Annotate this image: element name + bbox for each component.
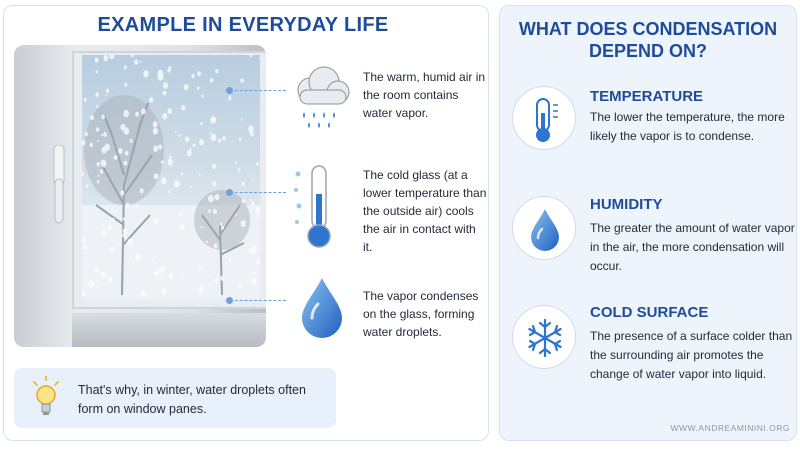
water-droplet	[200, 122, 202, 125]
water-droplet	[136, 204, 138, 206]
water-droplet	[109, 55, 114, 59]
water-droplet	[210, 116, 216, 124]
water-droplet	[154, 173, 159, 179]
water-droplet	[241, 220, 246, 227]
water-droplet	[252, 278, 257, 285]
callout-text-warm-air: The warm, humid air in the room contains water vapor.	[363, 70, 486, 120]
water-droplet	[212, 164, 216, 169]
water-droplet	[134, 59, 138, 65]
water-droplet	[95, 279, 98, 282]
water-droplet	[82, 172, 84, 177]
water-droplet	[167, 108, 171, 114]
water-droplet	[241, 118, 243, 120]
water-droplet	[90, 115, 94, 120]
water-droplet	[86, 184, 89, 188]
water-droplet	[185, 136, 189, 142]
water-droplet	[169, 273, 174, 279]
water-droplet	[180, 224, 185, 230]
water-droplet	[101, 115, 105, 120]
water-droplet	[104, 144, 110, 151]
water-droplet	[238, 168, 241, 171]
condensation-factors-title: WHAT DOES CONDENSATION DEPEND ON?	[518, 19, 778, 61]
water-droplet	[175, 131, 177, 133]
water-droplet	[141, 290, 146, 297]
thermometer-icon	[290, 160, 340, 250]
water-droplet	[206, 241, 208, 244]
callout-line-2	[230, 192, 286, 193]
water-droplet	[125, 151, 129, 156]
water-droplet	[187, 150, 192, 156]
winter-note-text: That's why, in winter, water droplets often form on window panes.	[78, 383, 306, 416]
water-droplet	[229, 259, 231, 262]
water-droplet	[140, 188, 144, 193]
water-droplet	[228, 97, 231, 101]
water-droplet	[201, 95, 203, 98]
callout-dot-3	[226, 297, 233, 304]
water-droplet	[120, 190, 124, 196]
water-droplet	[167, 69, 170, 73]
site-credit: WWW.ANDREAMININI.ORG	[670, 423, 790, 433]
water-droplet	[126, 203, 129, 208]
window-handle-icon	[52, 145, 66, 225]
water-droplet	[252, 179, 254, 181]
cloud-rain-icon	[288, 60, 354, 132]
callout-dot-2	[226, 189, 233, 196]
water-droplet	[94, 267, 98, 272]
callout-line-3	[230, 300, 286, 301]
water-droplet	[96, 70, 98, 73]
water-drop-icon	[513, 197, 577, 261]
water-droplet	[112, 218, 115, 222]
water-droplet	[215, 69, 218, 73]
snowflake-icon	[513, 306, 577, 370]
callout-dot-1	[226, 87, 233, 94]
lightbulb-icon	[32, 376, 60, 420]
water-droplet	[108, 277, 112, 283]
water-droplet	[97, 140, 99, 143]
water-droplet	[199, 286, 204, 293]
water-droplet	[242, 182, 245, 186]
water-droplet	[163, 82, 168, 89]
cold-surface-heading: COLD SURFACE	[590, 304, 709, 321]
water-droplet	[88, 280, 94, 288]
water-droplet	[135, 253, 141, 261]
water-droplet	[161, 287, 166, 294]
water-droplet	[158, 144, 162, 149]
water-droplet	[124, 83, 127, 87]
water-droplet	[197, 87, 200, 90]
water-droplet	[162, 113, 167, 120]
water-droplet	[199, 139, 204, 145]
everyday-example-title: EXAMPLE IN EVERYDAY LIFE	[97, 14, 389, 36]
water-droplet	[97, 162, 100, 166]
water-droplet	[203, 227, 205, 229]
water-droplet	[84, 98, 87, 102]
water-droplet	[178, 134, 180, 137]
water-droplet	[89, 143, 93, 148]
water-droplet	[199, 174, 201, 177]
water-droplet	[220, 223, 222, 226]
water-droplet	[238, 284, 241, 288]
water-droplet	[141, 108, 146, 114]
water-droplet	[210, 132, 212, 134]
water-droplet	[218, 139, 221, 143]
water-droplet	[85, 132, 88, 136]
water-droplet	[213, 209, 217, 214]
water-droplet	[101, 134, 103, 137]
water-droplet	[190, 186, 192, 188]
water-drop-icon	[300, 276, 344, 340]
water-droplet	[236, 214, 238, 216]
water-droplet	[123, 228, 127, 234]
water-droplet	[123, 110, 129, 118]
water-droplet	[220, 276, 224, 281]
water-droplet	[214, 243, 218, 248]
water-droplet	[250, 55, 253, 57]
water-droplet	[95, 58, 99, 63]
water-droplet	[110, 247, 114, 252]
water-droplet	[107, 225, 112, 231]
water-droplet	[153, 145, 158, 152]
water-droplet	[140, 61, 142, 63]
water-droplet	[101, 272, 106, 278]
water-droplet	[250, 132, 254, 137]
water-droplet	[215, 194, 220, 200]
water-droplet	[130, 139, 133, 143]
water-droplet	[124, 161, 128, 166]
water-droplet	[158, 70, 164, 78]
water-droplet	[242, 199, 245, 203]
water-droplet	[211, 134, 217, 141]
humidity-heading: HUMIDITY	[590, 196, 663, 213]
water-droplet	[183, 277, 185, 279]
temperature-heading: TEMPERATURE	[590, 88, 704, 105]
water-droplet	[121, 149, 123, 151]
water-droplet	[184, 84, 189, 90]
water-droplet	[163, 265, 165, 268]
water-droplet	[214, 278, 218, 283]
water-droplet	[197, 71, 201, 76]
water-droplet	[127, 239, 132, 246]
water-droplet	[169, 156, 172, 159]
humidity-factor-icon	[512, 196, 576, 260]
water-droplet	[190, 148, 192, 151]
cold-surface-factor-icon	[512, 305, 576, 369]
water-droplet	[248, 126, 253, 133]
water-droplet	[98, 175, 100, 177]
water-droplet	[131, 55, 135, 57]
water-droplet	[103, 55, 108, 61]
water-droplet	[179, 212, 182, 216]
water-droplet	[163, 91, 167, 96]
callout-text-condenses: The vapor condenses on the glass, forming water droplets.	[363, 289, 479, 339]
water-droplet	[239, 137, 242, 140]
water-droplet	[222, 136, 225, 140]
water-droplet	[208, 209, 211, 213]
callout-text-cold-glass: The cold glass (at a lower temperature than the outside air) cools the air in contact with it.	[363, 168, 487, 254]
water-droplet	[256, 162, 259, 165]
water-droplet	[257, 214, 259, 217]
water-droplet	[95, 92, 99, 97]
water-droplet	[198, 266, 201, 269]
callout-line-1	[230, 90, 286, 91]
water-droplet	[114, 155, 118, 160]
water-droplet	[83, 245, 86, 250]
water-droplet	[102, 229, 107, 236]
water-droplet	[259, 57, 260, 59]
water-droplet	[169, 161, 173, 166]
fogged-glass-scene	[82, 55, 260, 299]
water-droplet	[181, 172, 183, 175]
water-droplet	[154, 271, 158, 276]
water-droplet	[149, 97, 153, 103]
water-droplet	[143, 70, 148, 77]
water-droplet	[181, 105, 185, 110]
water-droplet	[152, 259, 154, 262]
water-droplet	[100, 169, 103, 173]
water-droplet	[235, 161, 237, 164]
water-droplet	[153, 128, 158, 135]
water-droplet	[106, 89, 109, 93]
water-droplet	[210, 78, 214, 83]
water-droplet	[252, 202, 255, 206]
temperature-factor-icon	[512, 86, 576, 150]
water-droplet	[250, 199, 252, 202]
window-sill	[72, 313, 266, 347]
water-droplet	[96, 105, 98, 108]
water-droplet	[241, 78, 244, 82]
water-droplet	[135, 112, 139, 117]
water-droplet	[191, 74, 194, 78]
water-droplet	[161, 160, 164, 164]
temperature-text: The lower the temperature, the more likely the vapor is to condense.	[590, 110, 785, 143]
water-droplet	[159, 267, 164, 273]
humidity-text: The greater the amount of water vapor in the air, the more condensation will occur.	[590, 221, 795, 273]
water-droplet	[97, 180, 100, 183]
water-droplet	[153, 218, 157, 224]
water-droplet	[161, 177, 167, 184]
thermometer-icon	[513, 87, 577, 151]
water-droplet	[221, 226, 224, 230]
water-droplet	[124, 127, 130, 134]
water-droplet	[193, 144, 196, 148]
water-droplet	[200, 226, 202, 228]
water-droplet	[96, 127, 100, 132]
window-glass	[82, 55, 260, 299]
water-droplet	[208, 195, 214, 203]
water-droplet	[101, 160, 107, 168]
water-droplet	[251, 246, 257, 253]
water-droplet	[153, 121, 158, 128]
water-droplet	[253, 271, 256, 274]
water-droplet	[174, 180, 180, 187]
water-droplet	[124, 65, 127, 69]
water-droplet	[123, 218, 125, 221]
water-droplet	[212, 181, 216, 186]
cold-surface-text: The presence of a surface colder than the surrounding air promotes the change of water vapor into liquid.	[590, 329, 793, 381]
water-droplet	[103, 132, 107, 137]
water-droplet	[168, 190, 170, 193]
water-droplet	[106, 94, 108, 96]
